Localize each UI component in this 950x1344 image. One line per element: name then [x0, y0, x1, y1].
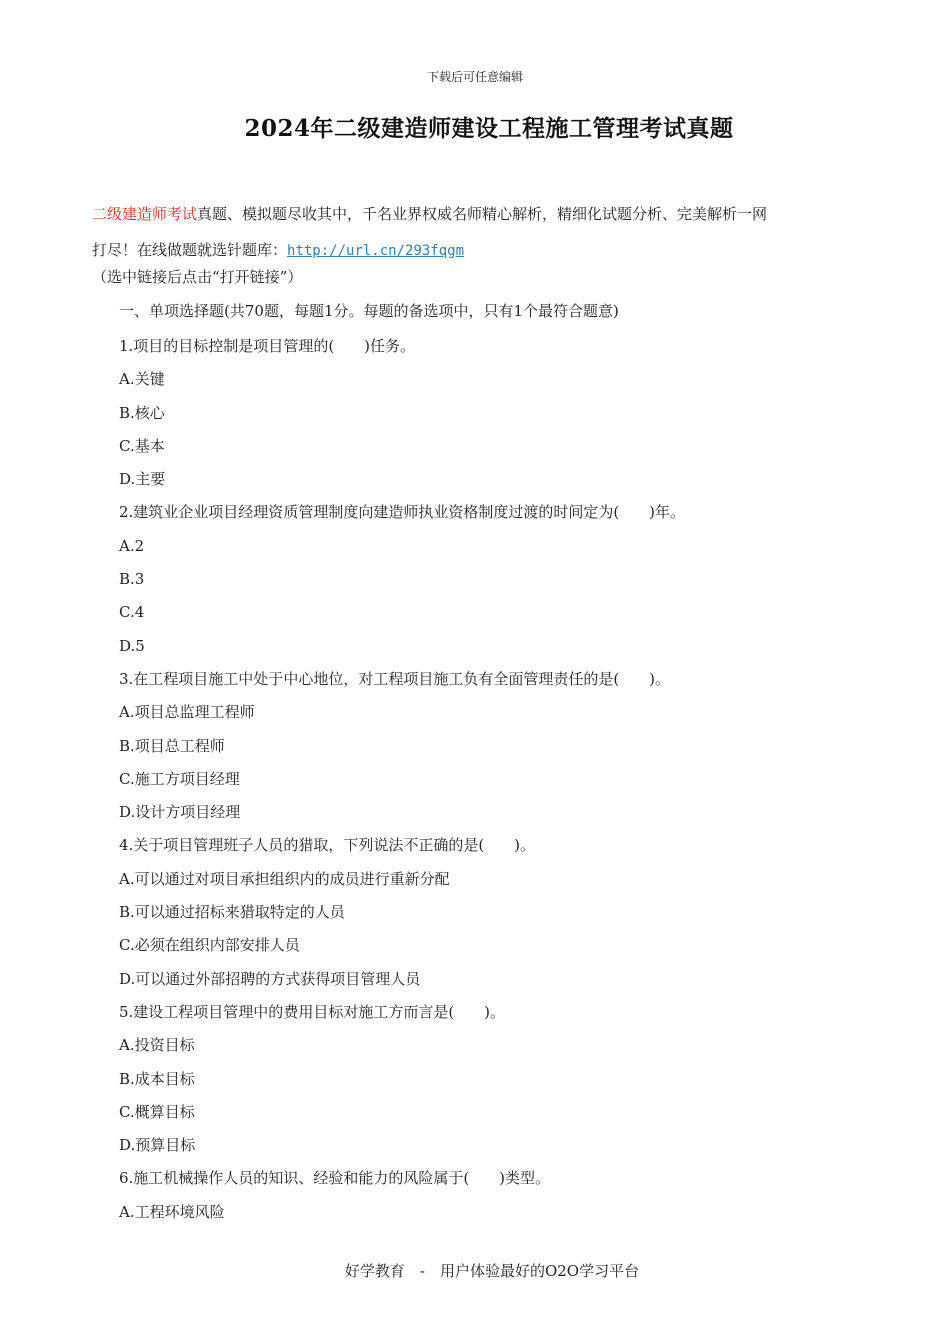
- option-line: D.设计方项目经理: [119, 803, 241, 822]
- intro-text-line1: 真题、模拟题尽收其中，千名业界权威名师精心解析，精细化试题分析、完美解析一网: [197, 205, 768, 223]
- option-line: B.可以通过招标来猎取特定的人员: [119, 903, 345, 922]
- question-list: [119, 330, 879, 1229]
- option-line: D.5: [119, 636, 145, 655]
- option-line: A.项目总监理工程师: [119, 703, 255, 722]
- question-line: 5.建设工程项目管理中的费用目标对施工方而言是( )。: [119, 1002, 506, 1021]
- question-line: 2.建筑业企业项目经理资质管理制度向建造师执业资格制度过渡的时间定为( )年。: [119, 503, 686, 522]
- section-heading: 一、单项选择题(共70题，每题1分。每题的备选项中，只有1个最符合题意): [119, 302, 619, 320]
- option-line: B.3: [119, 570, 145, 589]
- option-line: B.成本目标: [119, 1069, 195, 1088]
- option-line: C.基本: [119, 436, 165, 455]
- option-line: C.概算目标: [119, 1102, 195, 1121]
- option-line: D.可以通过外部招聘的方式获得项目管理人员: [119, 969, 421, 988]
- question-line: 1.项目的目标控制是项目管理的( )任务。: [119, 337, 416, 355]
- option-line: D.主要: [119, 470, 166, 489]
- intro-paragraph: [92, 196, 862, 269]
- option-line: A.2: [119, 536, 145, 555]
- intro-text-line2: 打尽！在线做题就选针题库：: [92, 241, 288, 259]
- question-line: 3.在工程项目施工中处于中心地位，对工程项目施工负有全面管理责任的是( )。: [119, 669, 671, 688]
- question-line: 6.施工机械操作人员的知识、经验和能力的风险属于( )类型。: [119, 1169, 551, 1188]
- option-line: A.工程环境风险: [119, 1202, 225, 1221]
- document-title: 2024年二级建造师建设工程施工管理考试真题: [244, 115, 734, 142]
- option-line: A.关键: [119, 370, 165, 389]
- option-line: C.必须在组织内部安排人员: [119, 936, 300, 955]
- option-line: A.可以通过对项目承担组织内的成员进行重新分配: [119, 869, 450, 888]
- option-line: C.施工方项目经理: [119, 769, 240, 788]
- header-note: 下载后可任意编辑: [426, 70, 523, 84]
- question-line: 4.关于项目管理班子人员的猎取，下列说法不正确的是( )。: [119, 836, 536, 855]
- option-line: B.核心: [119, 403, 165, 422]
- option-line: B.项目总工程师: [119, 736, 225, 755]
- intro-highlight: 二级建造师考试: [92, 205, 198, 223]
- link-hint: （选中链接后点击“打开链接”）: [92, 268, 303, 286]
- option-line: C.4: [119, 603, 145, 622]
- option-line: D.预算目标: [119, 1136, 196, 1155]
- page-footer: 好学教育 - 用户体验最好的O2O学习平台: [344, 1262, 640, 1280]
- option-line: A.投资目标: [119, 1036, 195, 1055]
- question-bank-link[interactable]: http://url.cn/293fqgm: [287, 243, 465, 259]
